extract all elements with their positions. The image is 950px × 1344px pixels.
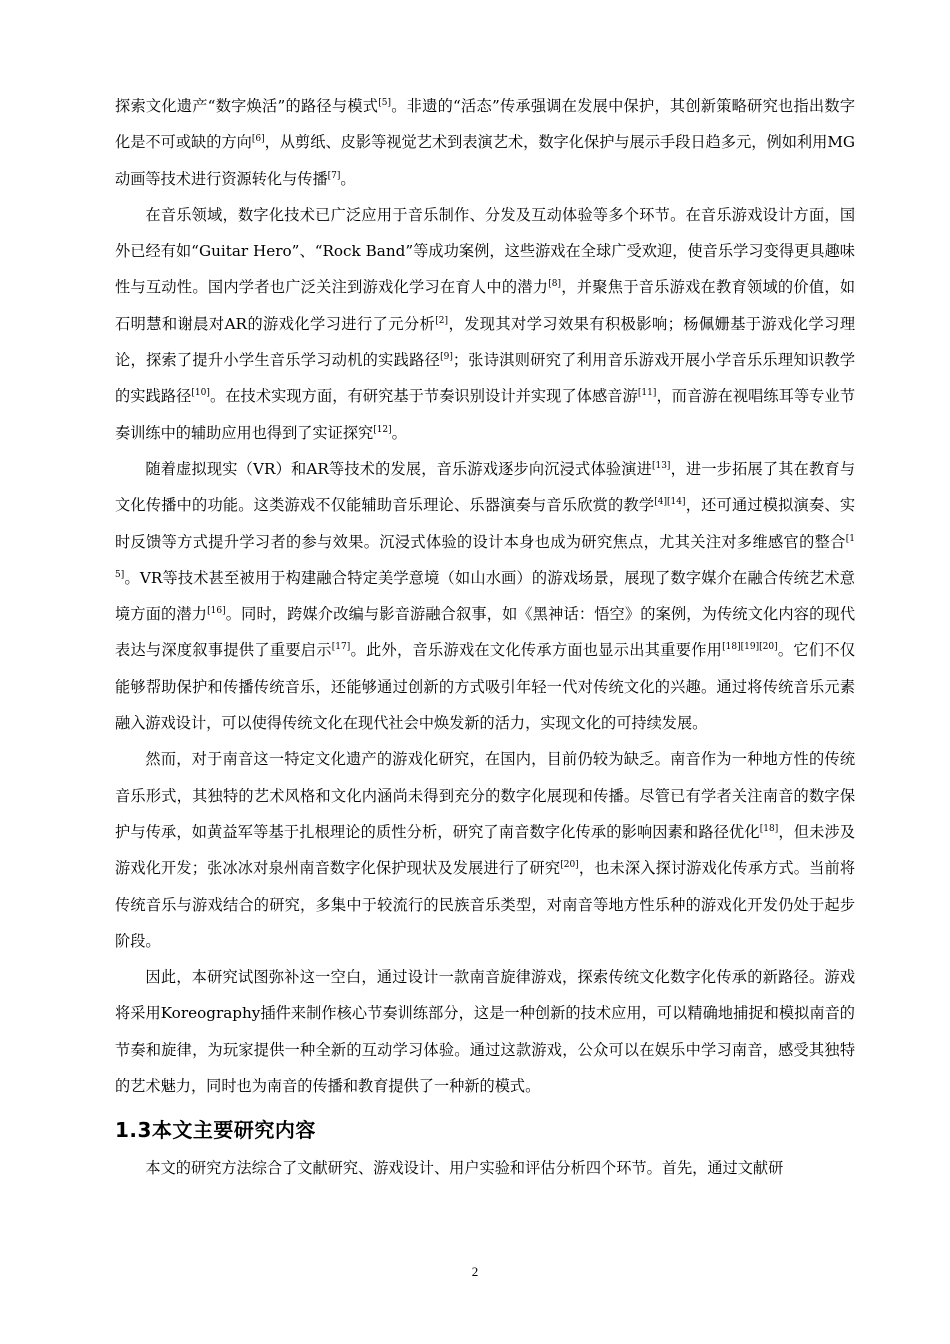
citation-marker: [7] — [327, 170, 341, 181]
citation-marker: [17] — [331, 642, 351, 653]
text-run: 。VR等技术甚至被用于构建融合特定美学意境（如山水画）的游戏场景，展现了数字媒介在融合传统艺术意境方面的潜力 — [115, 568, 855, 624]
citation-marker: [10] — [191, 388, 210, 399]
citation-marker: [18][19][20] — [722, 642, 778, 653]
citation-marker: [20] — [560, 860, 579, 871]
text-run: 探索文化遗产“数字焕活”的路径与模式 — [115, 97, 379, 115]
paragraph-after-heading — [115, 1150, 855, 1186]
text-run: 。同时，跨媒介改编与影音游融合叙事，如《黑神话：悟空》的案例，为传统文化内容的现代表达与深度叙事提供了重要启示 — [115, 605, 856, 660]
paragraph-1 — [115, 88, 855, 197]
text-run: 。非遗的“活态”传承强调在发展中保护，其创新策略研究也指出数字化是不可或缺的方向 — [115, 97, 856, 152]
text-run: ，并聚焦于音乐游戏在教育领域的价值，如石明慧和谢晨对AR的游戏化学习进行了元分析 — [115, 278, 856, 333]
paragraph-4 — [115, 741, 855, 959]
text-run: 然而，对于南音这一特定文化遗产的游戏化研究，在国内，目前仍较为缺乏。南音作为一种地方性的传统音乐形式，其独特的艺术风格和文化内涵尚未得到充分的数字化展现和传播。尽管已有学者关注南音的数字保护与传承，如黄益军等基于扎根理论的质性分析，研究了南音数字化传承的影响因素和路径优化 — [115, 750, 855, 841]
citation-marker: [11] — [637, 388, 657, 399]
text-run: ，从剪纸、皮影等视觉艺术到表演艺术，数字化保护与展示手段日趋多元，例如利用MG动画等技术进行资源转化与传播 — [115, 133, 856, 188]
citation-marker: [8] — [548, 279, 562, 290]
citation-marker: [2] — [435, 315, 449, 326]
citation-marker: [6] — [251, 134, 265, 145]
paragraph-3 — [115, 451, 855, 741]
body-text — [115, 88, 855, 1187]
paragraph-2 — [115, 197, 855, 451]
text-run: 因此，本研究试图弥补这一空白，通过设计一款南音旋律游戏，探索传统文化数字化传承的新路径。游戏将采用Koreography插件来制作核心节奏训练部分，这是一种创新的技术应用，可以精确地捕捉和模拟南音的节奏和旋律，为玩家提供一种全新的互动学习体验。通过这款游戏，公众可以在娱乐中学习南音，感受其独特的艺术魅力，同时也为南音的传播和教育提供了一种新的模式。 — [115, 968, 855, 1096]
text-run: 随着虚拟现实（VR）和AR等技术的发展，音乐游戏逐步向沉浸式体验演进 — [145, 459, 652, 478]
citation-marker: [4][14] — [654, 497, 686, 508]
text-run: ，发现其对学习效果有积极影响；杨佩姗基于游戏化学习理论，探索了提升小学生音乐学习动机的实践路径 — [115, 314, 856, 370]
paragraph-5 — [115, 959, 855, 1104]
paragraphs-after-heading — [115, 1150, 855, 1186]
text-run: 。此外，音乐游戏在文化传承方面也显示出其重要作用 — [350, 641, 723, 660]
text-run: ，进一步拓展了其在教育与文化传播中的功能。这类游戏不仅能辅助音乐理论、乐器演奏与音乐欣赏的教学 — [115, 459, 856, 515]
text-run: ，但未涉及游戏化开发；张冰冰对泉州南音数字化保护现状及发展进行了研究 — [115, 822, 856, 878]
text-run: 。 — [340, 169, 356, 188]
text-run: ，还可通过模拟演奏、实时反馈等方式提升学习者的参与效果。沉浸式体验的设计本身也成为研究焦点，尤其关注对多维感官的整合 — [115, 496, 856, 551]
citation-marker: [18] — [759, 823, 779, 834]
text-run: 。它们不仅能够帮助保护和传播传统音乐，还能够通过创新的方式吸引年轻一代对传统文化的兴趣。通过将传统音乐元素融入游戏设计，可以使得传统文化在现代社会中焕发新的活力，实现文化的可持续发展。 — [115, 641, 856, 733]
citation-marker: [5] — [378, 98, 391, 108]
section-heading: 1.3本文主要研究内容 — [115, 1118, 316, 1143]
text-run: 。 — [391, 423, 407, 442]
citation-marker: [9] — [440, 352, 453, 363]
citation-marker: [13] — [651, 460, 671, 471]
citation-marker: [12] — [373, 424, 392, 435]
text-run: ；张诗淇则研究了利用音乐游戏开展小学音乐乐理知识教学的实践路径 — [115, 351, 856, 406]
text-run: 在音乐领域，数字化技术已广泛应用于音乐制作、分发及互动体验等多个环节。在音乐游戏设计方面，国外已经有如“Guitar Hero”、“Rock Band”等成功案例，这些游戏在全球广受欢迎，使音乐学习变得更具趣味性与互动性。国内学者也广泛关注到游戏化学习在育人中的潜力 — [115, 205, 855, 297]
page-number: 2 — [471, 1264, 479, 1279]
text-run: ，而音游在视唱练耳等专业节奏训练中的辅助应用也得到了实证探究 — [115, 387, 855, 442]
citation-marker: [16] — [207, 606, 226, 617]
text-run: ，也未深入探讨游戏化传承方式。当前将传统音乐与游戏结合的研究，多集中于较流行的民族音乐类型，对南音等地方性乐种的游戏化开发仍处于起步阶段。 — [115, 859, 856, 950]
text-run: 。在技术实现方面，有研究基于节奏识别设计并实现了体感音游 — [209, 387, 638, 406]
paragraphs-before-heading — [115, 88, 855, 1104]
text-run: 本文的研究方法综合了文献研究、游戏设计、用户实验和评估分析四个环节。首先，通过文献研 — [145, 1159, 784, 1178]
citation-marker: [15] — [115, 533, 855, 580]
